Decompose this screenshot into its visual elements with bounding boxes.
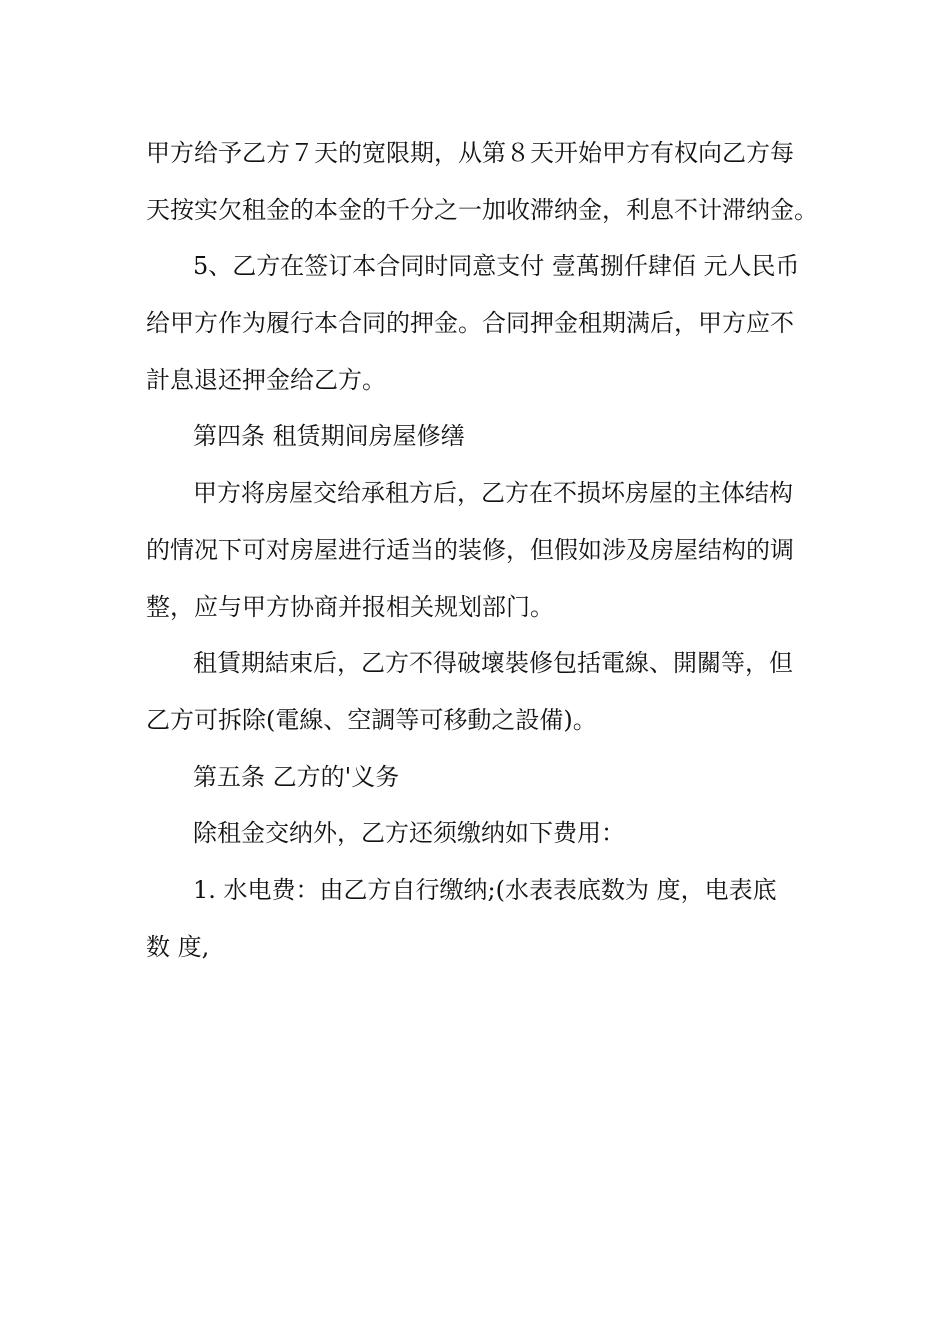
- text-line-14: 1. 水电费：由乙方自行缴纳;(水表表底数为 度，电表底: [193, 875, 777, 904]
- section-heading-5: 第五条 乙方的'义务: [193, 762, 400, 791]
- text-line-2: 天按实欠租金的本金的千分之一加收滞纳金，利息不计滞纳金。: [146, 195, 818, 224]
- text-line-8: 的情况下可对房屋进行适当的装修，但假如涉及房屋结构的调: [146, 535, 794, 564]
- text-line-13: 除租金交纳外，乙方还须缴纳如下费用：: [193, 819, 625, 848]
- text-line-11: 乙方可拆除(電線、空調等可移動之設備)。: [146, 705, 597, 734]
- text-line-4: 给甲方作为履行本合同的押金。合同押金租期满后，甲方应不: [146, 309, 794, 338]
- section-heading-4: 第四条 租赁期间房屋修缮: [193, 422, 465, 451]
- text-line-3: 5、乙方在签订本合同时同意支付 壹萬捌仟肆佰 元人民币: [193, 252, 800, 281]
- text-line-10: 租賃期結束后，乙方不得破壞裝修包括電線、開關等，但: [193, 649, 793, 678]
- document-body: [146, 131, 818, 981]
- text-line-15: 数 度,: [146, 932, 210, 961]
- text-line-1: 甲方给予乙方７天的宽限期，从第８天开始甲方有权向乙方每: [146, 139, 794, 167]
- text-line-7: 甲方将房屋交给承租方后，乙方在不损坏房屋的主体结构: [193, 479, 793, 508]
- text-line-5: 計息退还押金给乙方。: [146, 365, 386, 394]
- text-line-9: 整，应与甲方协商并报相关规划部门。: [146, 592, 554, 621]
